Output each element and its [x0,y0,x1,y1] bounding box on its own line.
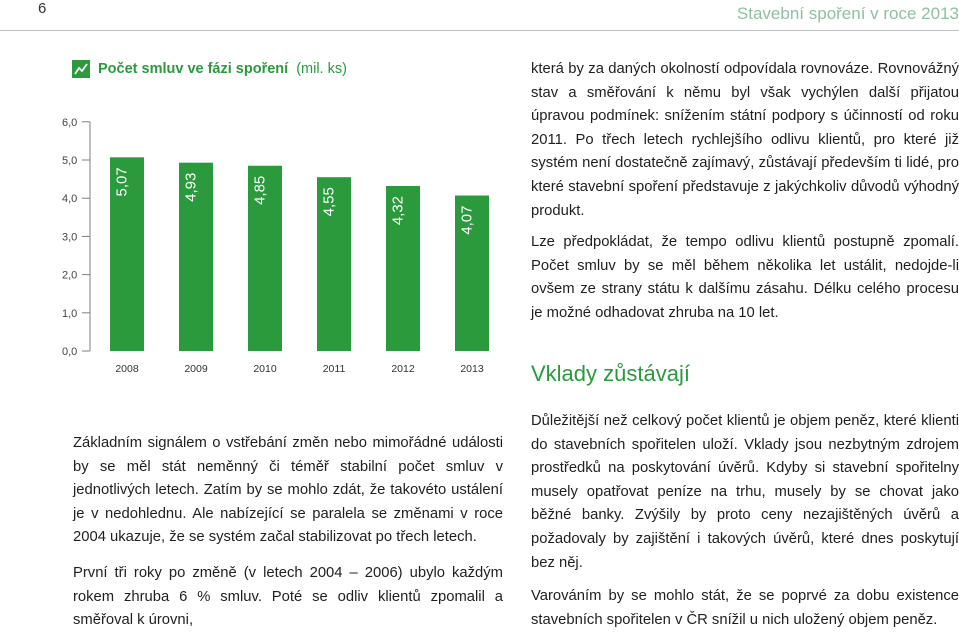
bar-value-label: 4,55 [320,187,338,217]
bar-value-label: 4,85 [251,175,269,205]
page-number: 6 [38,0,47,17]
text-column-left-bottom [73,432,503,633]
bar-chart [0,0,520,390]
section-heading: Vklady zůstávají [531,361,690,386]
y-tick-label: 0,0 [62,346,78,358]
bar-value-label: 4,93 [182,172,200,202]
paragraph: Základním signálem o vstřebání změn nebo mimořádné události by se měl stát neměnný či téměř stabilní počet smluv v jednotlivých letech. Zatím by se mohlo zdát, že takovéto ustálení je v nedohlednu. Ale nabízející se paralela se změnami v roce 2004 ukazuje, že se systém začal stabilizovat po třech letech. [73,435,503,546]
paragraph: Důležitější než celkový počet klientů je objem peněz, které klienti do stavebních spořitelen uloží. Vklady jsou nezbytným zdrojem prostředků na poskytování úvěrů. Kdyby si stavební spořitelny musely opatřovat peníze na trhu, musely by se chovat jako běžné banky. Zvýšily by proto ceny nezajištěných úvěrů a požadovaly by zajištění i takových úvěrů, které dnes poskytují bez něj. [531,413,959,571]
paragraph: První tři roky po změně (v letech 2004 – 2006) ubylo každým rokem zhruba 6 % smluv. Poté se odliv klientů zpomalil a směřoval k úrovni, [73,564,503,629]
y-tick-label: 5,0 [62,155,78,167]
y-tick-label: 2,0 [62,269,78,282]
x-tick-label: 2010 [253,363,277,375]
chart-title-main: Počet smluv ve fázi spoření [98,61,289,77]
x-tick-label: 2013 [460,363,484,375]
x-tick-label: 2011 [322,363,346,375]
bar-value-label: 4,32 [389,195,407,226]
y-tick-label: 4,0 [62,193,78,206]
text-column-right-bottom [531,410,959,632]
y-tick-label: 6,0 [62,116,78,129]
paragraph: Varováním by se mohlo stát, že se poprvé za dobu existence stavebních spořitelen v ČR snížil u nich uložený objem peněz. [531,588,959,628]
bar-value-label: 5,07 [113,167,131,197]
paragraph: která by za daných okolností odpovídala rovnováze. Rovnovážný stav a směřování k němu byl však vychýlen další přijatou úpravou podmínek: snížením státní podpory s účinností od roku 2011. Po třech letech rychlejšího odlivu klientů, pro které již systém není dostatečně zajímavý, zůstávají především ti lidé, pro které stavební spoření představuje z jakýchkoliv důvodů výhodný produkt. [531,61,959,219]
y-tick-label: 1,0 [62,307,78,320]
bar-value-label: 4,07 [458,205,476,235]
running-head-title: Stavební spoření v roce 2013 [736,4,959,23]
x-tick-label: 2012 [391,363,415,375]
paragraph: Lze předpokládat, že tempo odlivu klientů postupně zpomalí. Počet smluv by se měl během několika let ustálit, nedojde-li ovšem ze strany státu k dalšímu zásahu. Délku celého procesu je možné odhadovat zhruba na 10 let. [531,234,959,321]
chart-title-unit: (mil. ks) [296,61,347,77]
text-column-right-top [531,58,959,326]
x-tick-label: 2009 [184,363,208,375]
x-tick-label: 2008 [115,363,139,375]
y-tick-label: 3,0 [62,231,78,244]
